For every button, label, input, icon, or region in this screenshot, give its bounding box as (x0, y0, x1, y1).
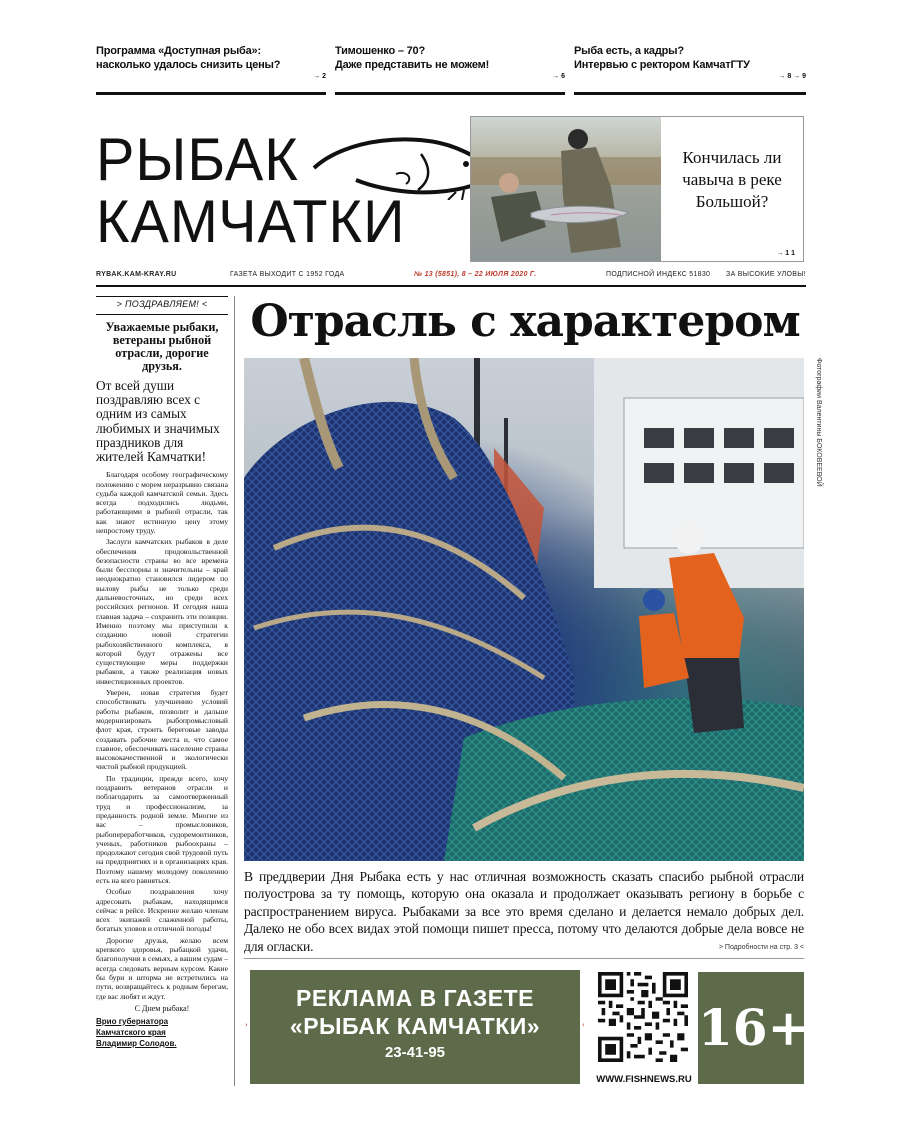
site-link[interactable]: RYBAK.KAM-KRAY.RU (96, 271, 177, 278)
teaser-3-line2: Интервью с ректором КамчатГТУ (574, 59, 750, 71)
teaser-3-page: → 8 → 9 (778, 73, 806, 80)
ad-site[interactable]: WWW.FISHNEWS.RU (596, 1074, 692, 1085)
age-rating-badge: 16+ (698, 972, 804, 1084)
sidebar-paragraph: По традиции, прежде всего, хочу поздравить ветеранов отрасли и поблагодарить за самоотверженный труд и профессионализм, за преданность родной земле. Многие из вас – промысловиков, рыбопереработчиков, судоремонтников, ученых, работников рыбоохраны – продолжают сегодня свой трудовой путь на предприятиях и в организациях края. Поэтому нашему молодому поколению есть на кого равняться. (96, 773, 228, 885)
teaser-3[interactable] (574, 44, 806, 96)
teaser-2-rule (335, 92, 565, 95)
index-text: ПОДПИСНОЙ ИНДЕКС 51830 (606, 271, 711, 278)
ad-phone: 23-41-95 (384, 1044, 446, 1061)
sidebar-paragraph: Благодаря особому географическому положению с морем неразрывно связана судьба каждой камчатской семьи. Здесь всегда подходились людьми, работающими в рыбной отрасли, так как знают истинную цену этому непростому труду. (96, 470, 228, 535)
main-lead: В преддверии Дня Рыбака есть у нас отличная возможность сказать спасибо рыбной отрасли полуострова за ту помощь, которую она оказала и продолжает оказывать региону в борьбе с распространением вируса. Рыбаками за все это время сделано и делается немало добрых дел. Далеко не обо всех видах этой помощи пишет пресса, потому что делаются добрые дела вовсе не для огласки. (244, 869, 804, 954)
teaser-2[interactable] (335, 44, 565, 96)
meta-line (96, 271, 806, 283)
signature-line: Камчатского края (96, 1027, 166, 1037)
feature-title-line1: Кончилась ли (682, 148, 782, 167)
teaser-2-line2: Даже представить не можем! (335, 59, 490, 71)
sidebar-body (96, 470, 228, 1001)
sidebar-paragraph: Заслуги камчатских рыбаков в деле обеспечения продовольственной безопасности страны во все времена были бесспорны и значительны – край неоднократно становился лидером по вылову рыбы не только среди дальневосточных, но среди всех российских регионов. И сегодня наша главная задача – сохранить эти позиции. Именно поэтому мы приступили к созданию новой стратегии рыбохозяйственного комплекса, в которой будут отражены все существующие меры поддержки рыбаков, а также реализация новых инвестиционных проектов. (96, 537, 228, 686)
masthead-logo (96, 126, 466, 260)
signature-line: Владимир Солодов. (96, 1038, 177, 1048)
read-more[interactable]: > Подробности на стр. 3 < (718, 944, 804, 951)
feature-box[interactable] (470, 116, 804, 262)
teaser-2-page: → 6 (552, 73, 565, 80)
teaser-3-rule (574, 92, 806, 95)
ad-rule (244, 958, 804, 959)
ad-marker-left: › (245, 1020, 248, 1029)
signature (96, 1016, 228, 1049)
teaser-1-line1: Программа «Доступная рыба»: (96, 45, 261, 57)
ad-line1: РЕКЛАМА В ГАЗЕТЕ (296, 985, 534, 1011)
sidebar (96, 296, 228, 1086)
teaser-strip (96, 44, 806, 96)
sidebar-paragraph: Особые поздравления хочу адресовать рыбакам, находящимся сейчас в рейсе. Искренне желаю членам всех экипажей слаженной работы, богатых уловов и отличной погоды! (96, 887, 228, 934)
teaser-1-rule (96, 92, 326, 95)
logo-line2: КАМЧАТКИ (96, 188, 406, 255)
rubric-rule-bottom (96, 314, 228, 315)
sidebar-paragraph: Уверен, новая стратегия будет способствовать улучшению условий работы рыбаков, позволит и дальше модернизировать рыбопромысловый флот края, строить береговые заводы создавать рабочие места и, что самое главное, обеспечивать население страны высококачественной и экологически чистой рыбной продукцией. (96, 688, 228, 772)
rubric: > ПОЗДРАВЛЯЕМ! < (116, 299, 208, 309)
feature-title-line3: Большой? (695, 192, 769, 211)
logo-line1: РЫБАК (96, 126, 299, 193)
teaser-1-page: → 2 (313, 73, 326, 80)
feature-page: → 1 1 (776, 250, 795, 257)
feature-photo (471, 117, 661, 261)
sidebar-lead: От всей души поздравляю всех с одним из самых любимых и значимых праздников для жителей Камчатки! (96, 378, 220, 465)
rubric-rule-top (96, 296, 228, 297)
since-text: ГАЗЕТА ВЫХОДИТ С 1952 ГОДА (230, 271, 345, 278)
issue-text: № 13 (5851), 8 – 22 ИЮЛЯ 2020 Г. (414, 271, 537, 278)
main-headline: Отрасль с характером (250, 296, 800, 347)
ad-line2: «РЫБАК КАМЧАТКИ» (289, 1013, 541, 1039)
sidebar-closing: С Днем рыбака! (134, 1003, 190, 1013)
column-divider (234, 296, 235, 1086)
teaser-1-line2: насколько удалось снизить цены? (96, 59, 281, 71)
ad-block[interactable] (250, 970, 580, 1084)
motto-text: ЗА ВЫСОКИЕ УЛОВЫ! (726, 271, 806, 278)
sidebar-paragraph: Дорогие друзья, желаю всем крепкого здоровья, рыбацкой удачи, благополучия в семьях, а вашим судам – всегда следовать верным курсом. Какие бы бури и шторма не встретились на пути, возвращайтесь к родным берегам, где вас любят и ждут. (96, 935, 228, 1001)
feature-title (661, 147, 803, 213)
photo-credit: Фотографии Валентины БОКОВЕЕВОЙ (815, 358, 822, 487)
teaser-1[interactable] (96, 44, 326, 96)
teaser-2-line1: Тимошенко – 70? (335, 45, 425, 57)
meta-rule (96, 285, 806, 287)
signature-line: Врио губернатора (96, 1016, 169, 1026)
main-photo (244, 358, 804, 861)
teaser-3-line1: Рыба есть, а кадры? (574, 45, 684, 57)
main-photo-art (244, 358, 804, 861)
sidebar-heading: Уважаемые рыбаки, ветераны рыбной отрасли, дорогие друзья. (105, 320, 219, 373)
qr-code-icon[interactable] (598, 972, 688, 1062)
feature-title-line2: чавыча в реке (682, 170, 782, 189)
ad-marker-right: ‹ (582, 1020, 585, 1029)
